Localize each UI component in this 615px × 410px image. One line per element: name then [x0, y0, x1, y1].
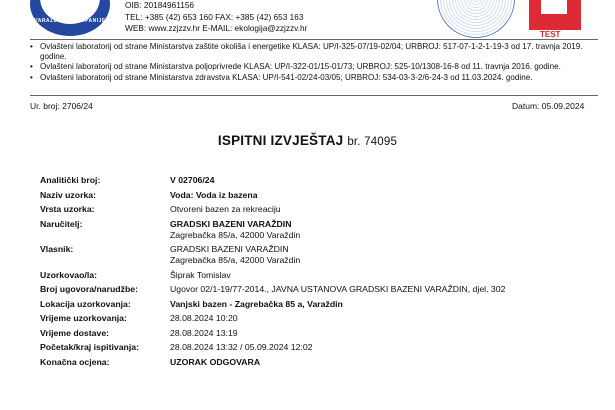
field-value-line: GRADSKI BAZENI VARAŽDIN [170, 244, 289, 254]
accreditation-list [30, 42, 598, 83]
report-number: br. 74095 [347, 136, 398, 148]
sample-details-body [40, 175, 505, 371]
field-value [170, 244, 505, 270]
field-value-line: 28.08.2024 10:20 [170, 313, 238, 323]
field-value-line: Voda: Voda iz bazena [170, 189, 258, 200]
field-value-line: Otvoreni bazen za rekreaciju [170, 204, 281, 214]
field-value [170, 204, 505, 219]
report-title: ISPITNI IZVJEŠTAJ [217, 133, 344, 148]
field-label: Vrijeme dostave: [40, 327, 110, 338]
field-value-line: Vanjski bazen - Zagrebačka 85 a, Varaždin [170, 298, 343, 309]
contact-oib: OIB: 20184961156 [125, 0, 195, 10]
institute-logo [30, 0, 110, 36]
field-value-line: UZORAK ODGOVARA [170, 356, 261, 367]
field-row [40, 342, 505, 357]
field-row [40, 357, 505, 372]
contact-block [125, 0, 307, 35]
field-label: Konačna ocjena: [40, 356, 110, 367]
certification-seal-icon [437, 0, 515, 38]
accreditation-divider [30, 95, 598, 96]
field-label: Analitički broj: [40, 175, 101, 185]
accreditation-item: • Ovlašteni laboratorij od strane Ministarstva poljoprivrede KLASA: UP/I-322-01/15-01/73; URBROJ: 525-10/1308-16-8 od 11. travnja 2016. godine. [30, 62, 561, 72]
field-value [170, 175, 505, 190]
field-row [40, 204, 505, 219]
accreditation-item: • Ovlašteni laboratorij od strane Ministarstva zaštite okoliša i energetike KLASA: UP/I-325-07/19-02/04; URBROJ: 517-07-1-2-1-19-3 od 17. travnja 2019. godine. [30, 42, 583, 61]
field-value [170, 313, 505, 328]
field-row [40, 270, 505, 285]
field-row [40, 219, 505, 245]
field-row [40, 175, 505, 190]
field-value [170, 328, 505, 343]
report-date: Datum: 05.09.2024 [512, 101, 585, 111]
field-row [40, 328, 505, 343]
accreditation-item: • Ovlašteni laboratorij od strane Ministarstva zdravstva KLASA: UP/I-541-02/24-03/05; URBROJ: 534-03-3-2/6-24-3 od 11.03.2024. godine. [30, 72, 533, 82]
accreditation-badge-label: TEST [540, 30, 561, 39]
field-label: Broj ugovora/narudžbe: [40, 284, 138, 294]
field-value [170, 284, 505, 299]
bullet-icon: • [30, 42, 33, 51]
field-label: Vlasnik: [40, 244, 74, 254]
field-row [40, 244, 505, 270]
field-value-line: 28.08.2024 13:32 / 05.09.2024 12:02 [170, 342, 313, 352]
field-value-line: V 02706/24 [170, 175, 215, 185]
bullet-icon: • [30, 62, 33, 72]
field-value-line: GRADSKI BAZENI VARAŽDIN [170, 218, 292, 229]
accreditation-badge-icon [529, 0, 581, 30]
field-value [170, 190, 505, 205]
field-value-line: Zagrebačka 85/a, 42000 Varaždin [170, 255, 301, 265]
page-title [0, 133, 615, 148]
field-value-line: Šiprak Tomislav [170, 269, 231, 280]
field-label: Početak/kraj ispitivanja: [40, 342, 139, 352]
field-label: Naručitelj: [40, 218, 83, 229]
field-label: Uzorkovao/la: [40, 269, 97, 280]
field-value [170, 357, 505, 372]
logo-text: VARAŽDINSKE ŽUPANIJE [34, 18, 106, 24]
field-label: Vrijeme uzorkovanja: [40, 313, 127, 323]
reference-number: Ur. broj: 2706/24 [30, 101, 93, 111]
header-divider [30, 39, 598, 40]
field-label: Vrsta uzorka: [40, 204, 95, 214]
field-row [40, 313, 505, 328]
field-value-line: Ugovor 02/1-19/77-2014., JAVNA USTANOVA GRADSKI BAZENI VARAŽDIN, djel. 302 [170, 284, 506, 294]
field-label: Naziv uzorka: [40, 189, 97, 200]
field-label: Lokacija uzorkovanja: [40, 298, 131, 309]
field-value [170, 299, 505, 314]
field-value-line: Zagrebačka 85/a, 42000 Varaždin [170, 229, 301, 240]
bullet-icon: • [30, 72, 33, 82]
field-row [40, 299, 505, 314]
field-value [170, 270, 505, 285]
field-row [40, 284, 505, 299]
contact-web: WEB: www.zzjzzv.hr E-MAIL: ekologija@zzjzzv.hr [125, 23, 308, 33]
field-value-line: 28.08.2024 13:19 [170, 327, 238, 338]
field-value [170, 342, 505, 357]
contact-phone: TEL: +385 (42) 653 160 FAX: +385 (42) 653 163 [125, 11, 304, 22]
sample-details-table [40, 175, 505, 371]
field-value [170, 219, 505, 245]
document-header [0, 0, 615, 40]
field-row [40, 190, 505, 205]
